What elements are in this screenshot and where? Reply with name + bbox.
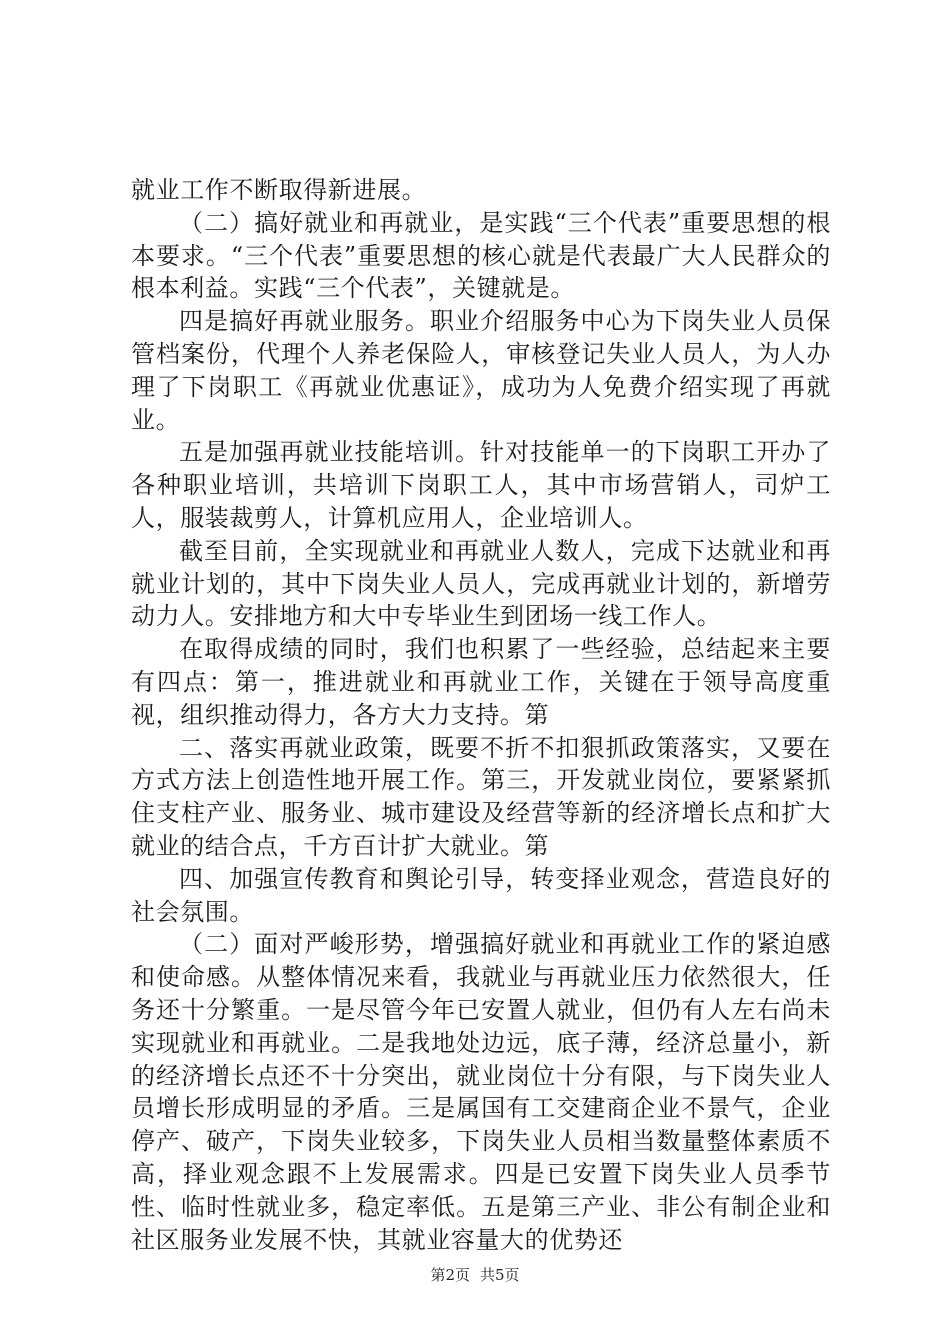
paragraph-reemployment-service: 四是搞好再就业服务。职业介绍服务中心为下岗失业人员保管档案份，代理个人养老保险人，审核登记失业人员人，为人办理了下岗职工《再就业优惠证》，成功为人免费介绍实现了再就业。: [131, 307, 831, 434]
paragraph-publicity: 四、加强宣传教育和舆论引导，转变择业观念，营造良好的社会氛围。: [131, 864, 831, 926]
paragraph-continuation: 就业工作不断取得新进展。: [131, 176, 427, 204]
paragraph-skills-training: 五是加强再就业技能培训。针对技能单一的下岗职工开办了各种职业培训，共培训下岗职工人，其中市场营销人，司炉工人，服装裁剪人，计算机应用人，企业培训人。: [131, 438, 831, 532]
page-total: 共5页: [480, 1266, 520, 1284]
paragraph-experience-summary: 在取得成绩的同时，我们也积累了一些经验，总结起来主要有四点：第一，推进就业和再就业工作，关键在于领导高度重视，组织推动得力，各方大力支持。第: [131, 635, 831, 729]
page-footer: [0, 1265, 950, 1285]
paragraph-policy-implementation: 二、落实再就业政策，既要不折不扣狠抓政策落实，又要在方式方法上创造性地开展工作。第三，开发就业岗位，要紧紧抓住支柱产业、服务业、城市建设及经营等新的经济增长点和扩大就业的结合点，千方百计扩大就业。第: [131, 733, 831, 860]
paragraph-section-2: （二）搞好就业和再就业，是实践“三个代表”重要思想的根本要求。“三个代表”重要思想的核心就是代表最广大人民群众的根本利益。实践“三个代表”，关键就是。: [131, 208, 831, 303]
page-number: 第2页: [430, 1266, 470, 1284]
paragraph-progress-to-date: 截至目前，全实现就业和再就业人数人，完成下达就业和再就业计划的，其中下岗失业人员人，完成再就业计划的，新增劳动力人。安排地方和大中专毕业生到团场一线工作人。: [131, 536, 831, 631]
document-body: [131, 174, 831, 1256]
paragraph-challenges: （二）面对严峻形势，增强搞好就业和再就业工作的紧迫感和使命感。从整体情况来看，我就业与再就业压力依然很大，任务还十分繁重。一是尽管今年已安置人就业，但仍有人左右尚未实现就业和再就业。二是我地处边远，底子薄，经济总量小，新的经济增长点还不十分突出，就业岗位十分有限，与下岗失业人员增长形成明显的矛盾。三是属国有工交建商企业不景气，企业停产、破产，下岗失业较多，下岗失业人员相当数量整体素质不高，择业观念跟不上发展需求。四是已安置下岗失业人员季节性、临时性就业多，稳定率低。五是第三产业、非公有制企业和社区服务业发展不快，其就业容量大的优势还: [131, 930, 831, 1254]
